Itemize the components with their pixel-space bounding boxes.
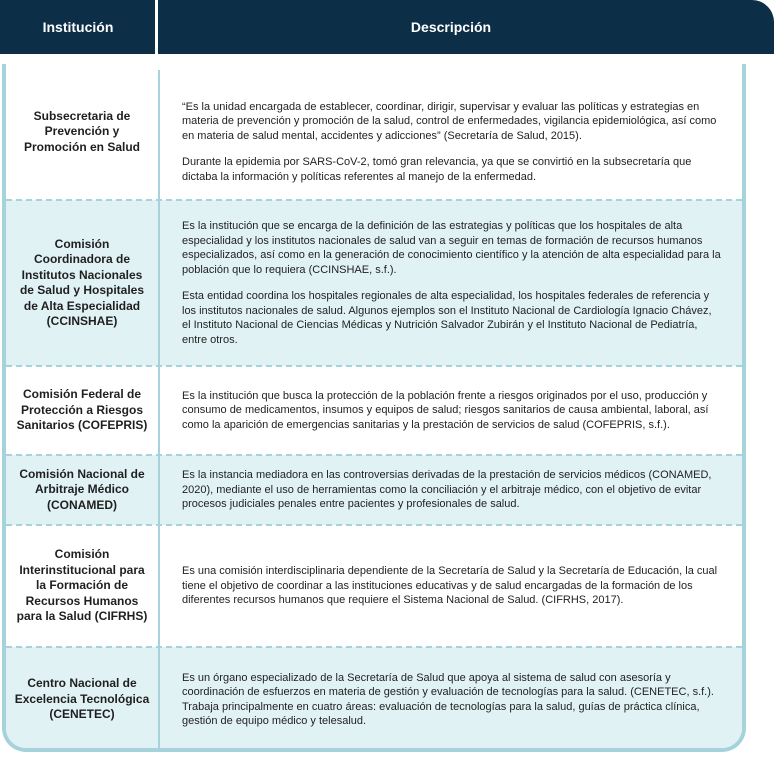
institution-name: Comisión Coordinadora de Institutos Nacionales de Salud y Hospitales de Alta Especialidad (CCINSHAE) xyxy=(19,236,145,328)
column-header-institution: Institución xyxy=(42,19,114,35)
table-row xyxy=(6,525,742,647)
description-paragraph: Es la instancia mediadora en las controversias derivadas de la prestación de servicios médicos (CONAMED, 2020), mediante el uso de herramientas como la conciliación y el arbitraje médico, con el objetivo de evitar procesos judiciales penales entre pacientes y profesionales de salud. xyxy=(182,469,712,511)
table-row xyxy=(6,200,742,366)
description-paragraph: Durante la epidemia por SARS-CoV-2, tomó gran relevancia, ya que se convirtió en la subsecretaría que dictaba la información y políticas referentes al manejo de la enfermedad. xyxy=(182,156,692,183)
description-cell xyxy=(182,647,722,752)
description-paragraph: Esta entidad coordina los hospitales regionales de alta especialidad, los hospitales federales de referencia y los institutos nacionales de salud. Algunos ejemplos son el Instituto Nacional de Cardiología Ignacio Chávez, el Instituto Nacional de Ciencias Médicas y Nutrición Salvador Zubirán y el Instituto Nacional de Pediatría, entre otros. xyxy=(182,290,712,346)
description-cell xyxy=(182,455,722,525)
description-paragraph: Es un órgano especializado de la Secretaría de Salud que apoya al sistema de salud con asesoría y coordinación de esfuerzos en materia de gestión y evaluación de tecnologías para la salud. (CENETEC, s.f.). Trabaja principalmente en cuatro áreas: evaluación de tecnologías para la salud, guías de práctica clínica, gestión de equipo médico y telesalud. xyxy=(182,671,714,727)
table-header xyxy=(0,0,774,54)
institution-name: Comisión Federal de Protección a Riesgos Sanitarios (COFEPRIS) xyxy=(16,387,148,433)
description-cell xyxy=(182,200,722,366)
table-row xyxy=(6,64,742,200)
institution-name: Comisión Nacional de Arbitraje Médico (CONAMED) xyxy=(19,466,145,512)
table-row xyxy=(6,647,742,752)
description-cell xyxy=(182,525,722,647)
column-header-description: Descripción xyxy=(410,19,492,35)
row-divider xyxy=(6,454,742,456)
description-cell xyxy=(182,64,722,210)
description-paragraph: Es la institución que busca la protección de la población frente a riesgos originados por el uso, producción y consumo de medicamentos, insumos y equipos de salud; riesgos sanitarios de causa ambiental, laboral, así como la aparición de emergencias sanitarias y la prestación de servicios de salud (COFEPRIS, s.f.). xyxy=(182,389,709,431)
description-paragraph: “Es la unidad encargada de establecer, coordinar, dirigir, supervisar y evaluar las políticas y estrategias en materia de prevención y promoción de la salud, control de enfermedades, vigilancia epidemiológica, así como en materia de salud mental, accidentes y adicciones” (Secretaría de Salud, 2015). xyxy=(182,100,717,142)
institution-name: Centro Nacional de Excelencia Tecnológica (CENETEC) xyxy=(14,676,150,722)
column-divider xyxy=(158,70,160,752)
row-divider xyxy=(6,365,742,367)
institution-name: Subsecretaria de Prevención y Promoción en Salud xyxy=(23,108,140,154)
description-paragraph: Es la institución que se encarga de la definición de las estrategias y políticas que los hospitales de alta especialidad y los institutos nacionales de salud van a seguir en temas de formación de recursos humanos especializados, así como en la generación de conocimiento científico y la atención de alta especialidad para la población que lo requiera (CCINSHAE, s.f.). xyxy=(182,220,721,276)
description-paragraph: Es una comisión interdisciplinaria dependiente de la Secretaría de Salud y la Secretaría de Educación, la cual tiene el objetivo de coordinar a las instituciones educativas y de salud encargadas de la formación de los diferentes recursos humanos que requiere el Sistema Nacional de Salud. (CIFRHS, 2017). xyxy=(182,565,718,607)
row-divider xyxy=(6,524,742,526)
row-divider xyxy=(6,199,742,201)
table-body xyxy=(2,64,746,752)
table-row xyxy=(6,366,742,455)
table-row xyxy=(6,455,742,525)
institution-name: Comisión Interinstitucional para la Formación de Recursos Humanos para la Salud (CIFRHS) xyxy=(16,547,148,624)
row-divider xyxy=(6,646,742,648)
description-cell xyxy=(182,366,722,455)
